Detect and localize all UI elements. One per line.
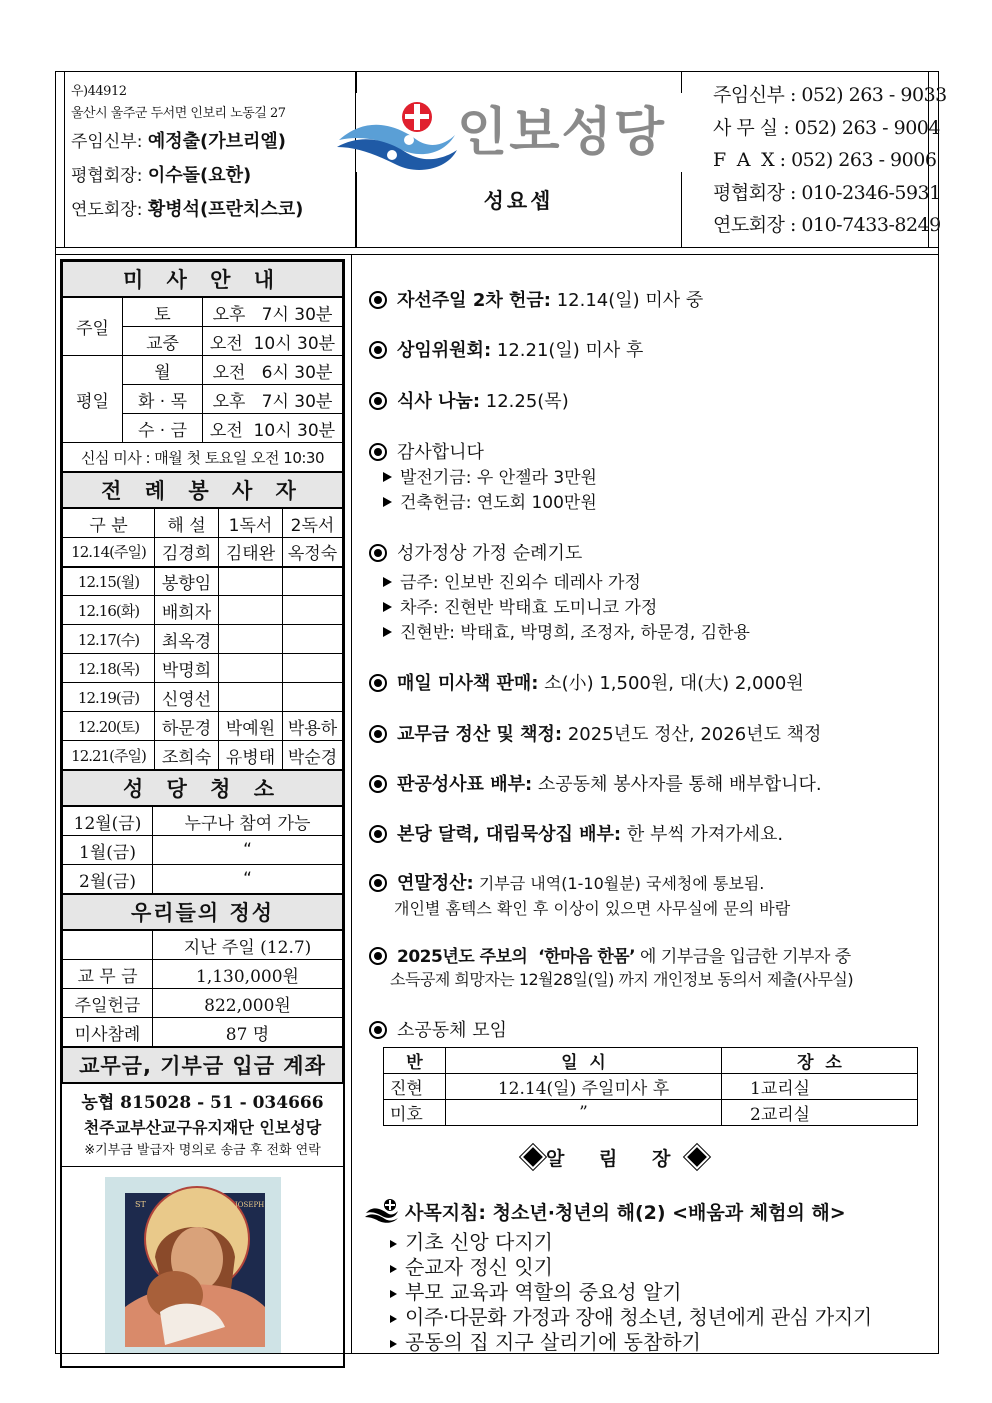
- pastoral-item: 이주·다문화 가정과 장애 청소년, 청년에게 관심 가지기: [390, 1301, 872, 1330]
- table-header: 지난 주일 (12.7): [63, 931, 343, 960]
- liturgy-servers-title: 전 례 봉 사 자: [62, 472, 343, 508]
- account-holder: 천주교부산교구유지재단 인보성당: [83, 1118, 322, 1137]
- table-header: 구 분 해 설 1독서 2독서: [63, 509, 343, 538]
- offerings-table: [62, 930, 343, 1047]
- table-row: 신심 미사 : 매월 첫 토요일 오전 10:30: [63, 443, 343, 472]
- contact-legion: 연도회장 : 010-7433-8249: [713, 214, 941, 236]
- triangle-bullet-icon: [390, 1240, 397, 1248]
- svg-text:JOSEPH: JOSEPH: [235, 1201, 265, 1209]
- triangle-bullet-icon: [383, 602, 392, 612]
- bullet-icon: [369, 544, 387, 562]
- table-row: 12.21(주일) 조희숙 유병태 박순경: [63, 741, 343, 770]
- diamond-icon: [687, 1147, 707, 1167]
- announcement-item: 상임위원회: 12.21(일) 미사 후: [369, 336, 643, 362]
- legion-row: 연도회장: 황병석(프란치스코): [71, 199, 304, 220]
- contact-council: 평협회장 : 010-2346-5931: [713, 181, 941, 204]
- svg-text:ST: ST: [135, 1200, 146, 1209]
- triangle-bullet-icon: [390, 1340, 397, 1348]
- announcement-item: 교무금 정산 및 책정: 2025년도 정산, 2026년도 책정: [369, 720, 821, 746]
- pastoral-item: 기초 신앙 다지기: [390, 1226, 553, 1255]
- announcement-item: 식사 나눔: 12.25(목): [369, 387, 569, 413]
- sub-item: 차주: 진현반 박태효 도미니코 가정: [383, 593, 657, 618]
- table-row: 12월(금) 누구나 참여 가능: [63, 807, 343, 836]
- bullet-icon: [369, 291, 387, 309]
- contact-office: 사 무 실 : 052) 263 - 9004: [713, 116, 940, 139]
- announcement-item: 본당 달력, 대림묵상집 배부: 한 부씩 가져가세요.: [369, 820, 783, 846]
- sub-item: 금주: 인보반 진외수 데레사 가정: [383, 568, 641, 593]
- sub-item: 건축헌금: 연도회 100만원: [383, 488, 597, 513]
- contacts: [681, 71, 947, 248]
- table-row: 12.19(금) 신영선: [63, 683, 343, 712]
- announcement-item: 매일 미사책 판매: 소(小) 1,500원, 대(大) 2,000원: [369, 669, 804, 695]
- table-row: 진현 12.14(일) 주일미사 후 1교리실: [384, 1074, 918, 1100]
- postal-code: 우)44912: [71, 84, 127, 99]
- pastor-name: 예정출(가브리엘): [147, 131, 286, 152]
- announcement-item: 판공성사표 배부: 소공동체 봉사자를 통해 배부합니다.: [369, 770, 822, 796]
- triangle-bullet-icon: [383, 472, 392, 482]
- bullet-icon: [369, 1021, 387, 1039]
- table-row: 평일 월 오전 6시 30분: [63, 356, 343, 385]
- sub-item: 발전기금: 우 안젤라 3만원: [383, 463, 597, 488]
- church-logo-small-icon: [365, 1199, 399, 1223]
- table-row: 수 · 금 오전 10시 30분: [63, 414, 343, 443]
- contact-fax: F A X : 052) 263 - 9006: [713, 149, 937, 171]
- contact-pastor: 주임신부 : 052) 263 - 9033: [713, 84, 947, 106]
- pastoral-item: 공동의 집 지구 살리기에 동참하기: [390, 1326, 701, 1355]
- announcement-item: 성가정상 가정 순례기도: [369, 539, 582, 565]
- triangle-bullet-icon: [383, 497, 392, 507]
- st-joseph-icon: [105, 1177, 281, 1353]
- mass-guide-table: [62, 297, 343, 472]
- table-row: 12.16(화) 배희자: [63, 596, 343, 625]
- bullet-icon: [369, 443, 387, 461]
- bullet-icon: [369, 725, 387, 743]
- pastor-row: 주임신부: 예정출(가브리엘): [71, 131, 286, 152]
- account-title: 교무금, 기부금 입금 계좌: [62, 1047, 343, 1083]
- announcement-item: 연말정산: 기부금 내역(1-10월분) 국세청에 통보됨.: [369, 869, 764, 895]
- table-row: 12.17(수) 최옥경: [63, 625, 343, 654]
- announcement-item: 2025년도 주보의 ‘한마음 한몸’ 에 기부금을 입금한 기부자 중: [369, 942, 851, 967]
- table-row: 교중 오전 10시 30분: [63, 327, 343, 356]
- bullet-icon: [369, 775, 387, 793]
- announcement-item: 자선주일 2차 헌금: 12.14(일) 미사 중: [369, 286, 703, 312]
- bank-account: [62, 1083, 343, 1166]
- table-row: 12.20(토) 하문경 박예원 박용하: [63, 712, 343, 741]
- pastoral-heading: 사목지침: 청소년·청년의 해(2) <배움과 체험의 해>: [365, 1198, 846, 1225]
- church-name: 인보성당: [457, 103, 666, 163]
- table-row: 주일 토 오후 7시 30분: [63, 298, 343, 327]
- notice-board-title: 알 림 장: [520, 1144, 710, 1171]
- divider: [55, 254, 939, 255]
- triangle-bullet-icon: [383, 627, 392, 637]
- table-header: 반 일 시 장 소: [384, 1048, 918, 1074]
- st-joseph-icon-frame: [62, 1166, 343, 1366]
- announcement-item: 감사합니다: [369, 438, 484, 464]
- announcement-item: 소공동체 모임: [369, 1016, 507, 1042]
- mass-guide-title: 미 사 안 내: [62, 261, 343, 297]
- table-row: 12.14(주일) 김경희 김태완 옥정숙: [63, 538, 343, 567]
- address: 울산시 울주군 두서면 인보리 노동길 27: [71, 106, 286, 121]
- table-row: 화 · 목 오후 7시 30분: [63, 385, 343, 414]
- table-row: 미호 ” 2교리실: [384, 1100, 918, 1126]
- small-community-table: [383, 1047, 918, 1126]
- liturgy-servers-table: [62, 508, 343, 770]
- bullet-icon: [369, 825, 387, 843]
- left-column: [60, 259, 345, 1368]
- table-row: 미사참례 87 명: [63, 1018, 343, 1047]
- bullet-icon: [369, 947, 387, 965]
- divider: [351, 254, 352, 1354]
- bank-number: 농협 815028 - 51 - 034666: [81, 1093, 324, 1113]
- triangle-bullet-icon: [390, 1265, 397, 1273]
- bullet-icon: [369, 341, 387, 359]
- triangle-bullet-icon: [390, 1290, 397, 1298]
- divider: [356, 71, 357, 93]
- bullet-icon: [369, 392, 387, 410]
- table-row: 주일헌금 822,000원: [63, 989, 343, 1018]
- table-row: 12.15(월) 봉향임: [63, 567, 343, 596]
- header-info: [64, 71, 356, 247]
- diamond-icon: [523, 1147, 543, 1167]
- pastoral-item: 순교자 정신 잇기: [390, 1251, 553, 1280]
- pastoral-item: 부모 교육과 역할의 중요성 알기: [390, 1276, 682, 1305]
- table-row: 1월(금) “: [63, 836, 343, 865]
- triangle-bullet-icon: [383, 577, 392, 587]
- announcement-line2: 소득공제 희망자는 12월28일(일) 까지 개인정보 동의서 제출(사무실): [390, 970, 854, 989]
- bullet-icon: [369, 874, 387, 892]
- table-row: 2월(금) “: [63, 865, 343, 894]
- offerings-title: 우리들의 정성: [62, 894, 343, 930]
- account-note: ※기부금 발급자 명의로 송금 후 전화 연락: [84, 1143, 321, 1158]
- bullet-icon: [369, 674, 387, 692]
- cleaning-table: [62, 806, 343, 894]
- council-row: 평협회장: 이수돌(요한): [71, 165, 252, 186]
- legion-name: 황병석(프란치스코): [147, 199, 304, 220]
- announcement-line2: 개인별 홈텍스 확인 후 이상이 있으면 사무실에 문의 바람: [394, 899, 791, 918]
- table-row: 12.18(목) 박명희: [63, 654, 343, 683]
- council-name: 이수돌(요한): [147, 165, 252, 186]
- sub-item: 진현반: 박태효, 박명희, 조정자, 하문경, 김한용: [383, 618, 750, 643]
- table-row: 교 무 금 1,130,000원: [63, 960, 343, 989]
- cleaning-title: 성 당 청 소: [62, 770, 343, 806]
- triangle-bullet-icon: [390, 1315, 397, 1323]
- week-title: 성요셉: [483, 189, 554, 213]
